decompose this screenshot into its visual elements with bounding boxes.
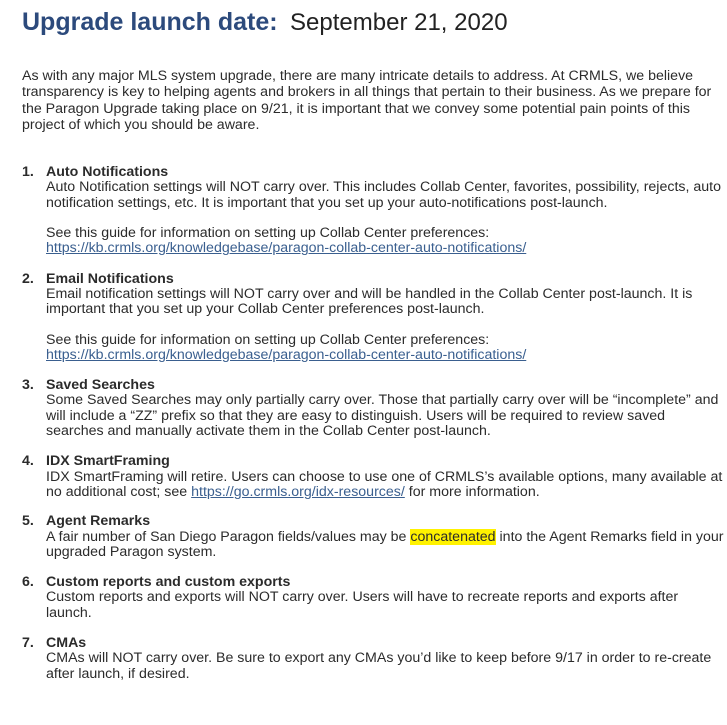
guide-link[interactable]: https://kb.crmls.org/knowledgebase/paragon-collab-center-auto-notifications/ bbox=[46, 346, 527, 363]
guide-text: See this guide for information on setting up Collab Center preferences: bbox=[46, 331, 490, 348]
item-title: Auto Notifications bbox=[46, 164, 169, 181]
body-text-before: IDX SmartFraming will retire. Users can choose to use one of CRMLS’s available options, many available at no additional cost; see bbox=[46, 468, 723, 500]
body-text-before: A fair number of San Diego Paragon fields/values may be bbox=[46, 528, 407, 545]
item-number: 2. bbox=[22, 270, 34, 287]
item-title: Email Notifications bbox=[46, 270, 174, 287]
list-item-custom-reports bbox=[22, 575, 724, 621]
intro-paragraph: As with any major MLS system upgrade, there are many intricate details to address. At CRMLS, we believe transparency is key to helping agents and brokers in all things that pertain to their business. As we prepare for the Paragon Upgrade taking place on 9/21, it is important that we convey some potential pain points of this project of which you should be aware. bbox=[22, 68, 712, 133]
item-number: 3. bbox=[22, 377, 34, 394]
item-title: IDX SmartFraming bbox=[46, 453, 170, 470]
item-body: Custom reports and exports will NOT carry over. Users will have to recreate reports and exports after launch. bbox=[46, 589, 679, 621]
idx-resources-link[interactable]: https://go.crmls.org/idx-resources/ bbox=[191, 483, 405, 500]
pain-points-list bbox=[22, 165, 724, 682]
document bbox=[22, 0, 724, 682]
item-number: 6. bbox=[22, 574, 34, 591]
launch-date-value: September 21, 2020 bbox=[290, 9, 508, 36]
item-title: Agent Remarks bbox=[46, 513, 151, 530]
list-item-auto-notifications bbox=[22, 165, 724, 256]
list-item-email-notifications bbox=[22, 272, 724, 363]
item-guide bbox=[46, 333, 724, 364]
item-body bbox=[46, 530, 724, 561]
item-body: Email notification settings will NOT carry over and will be handled in the Collab Center post-launch. It is important that you set up your Collab Center preferences post-launch. bbox=[46, 285, 693, 318]
list-item-cmas bbox=[22, 636, 724, 682]
item-title: Custom reports and custom exports bbox=[46, 574, 291, 591]
list-item-idx-smartframing bbox=[22, 454, 724, 500]
list-item-agent-remarks bbox=[22, 514, 724, 560]
item-number: 5. bbox=[22, 513, 34, 530]
item-body: CMAs will NOT carry over. Be sure to export any CMAs you’d like to keep before 9/17 in order to re-create after launch, if desired. bbox=[46, 650, 712, 682]
item-title: Saved Searches bbox=[46, 377, 155, 394]
item-guide bbox=[46, 226, 724, 257]
launch-date-label: Upgrade launch date: bbox=[22, 8, 278, 36]
item-body bbox=[46, 470, 724, 501]
item-body: Some Saved Searches may only partially carry over. Those that partially carry over will be “incomplete” and will include a “ZZ” prefix so that they are easy to distinguish. Users will be required to review saved searches and manually activate them in the Collab Center post-launch. bbox=[46, 392, 719, 440]
list-item-saved-searches bbox=[22, 378, 724, 439]
item-number: 7. bbox=[22, 635, 34, 652]
guide-text: See this guide for information on setting up Collab Center preferences: bbox=[46, 225, 490, 242]
item-body: Auto Notification settings will NOT carry over. This includes Collab Center, favorites, possibility, rejects, auto notification settings, etc. It is important that you set up your auto-notifications post-launch. bbox=[46, 179, 721, 211]
item-title: CMAs bbox=[46, 635, 87, 652]
item-number: 1. bbox=[22, 164, 34, 181]
body-text-after: into the Agent Remarks field in your upgraded Paragon system. bbox=[46, 528, 724, 560]
item-number: 4. bbox=[22, 453, 34, 470]
guide-link[interactable]: https://kb.crmls.org/knowledgebase/paragon-collab-center-auto-notifications/ bbox=[46, 240, 527, 257]
highlighted-word: concatenated bbox=[410, 528, 496, 545]
body-text-after: for more information. bbox=[408, 483, 540, 500]
launch-date-header bbox=[22, 8, 724, 44]
